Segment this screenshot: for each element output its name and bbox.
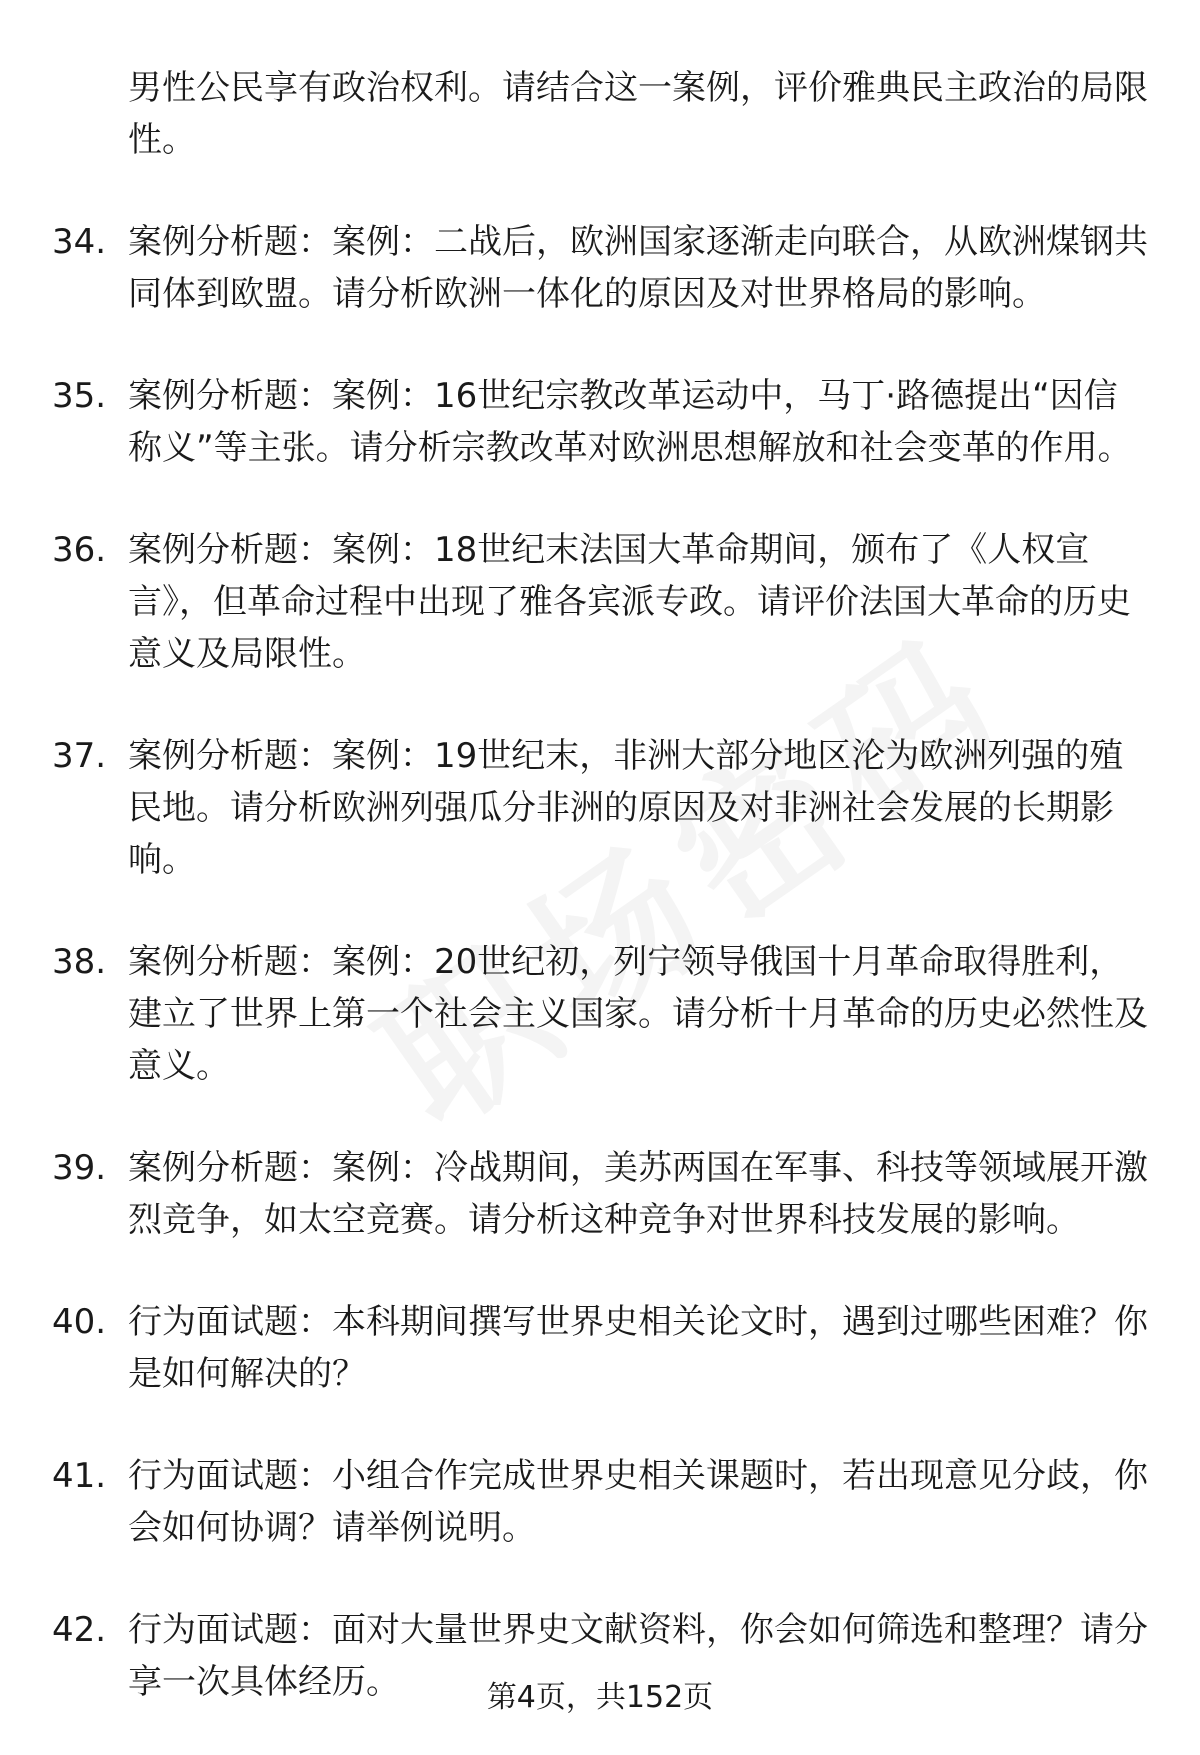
question-item bbox=[0, 730, 1200, 886]
question-number: 36. bbox=[52, 530, 107, 570]
question-number: 40. bbox=[52, 1302, 107, 1342]
question-text: 案例分析题：案例：18世纪末法国大革命期间，颁布了《人权宣言》，但革命过程中出现了雅各宾派专政。请评价法国大革命的历史意义及局限性。 bbox=[128, 530, 1131, 674]
question-text: 案例分析题：案例：冷战期间，美苏两国在军事、科技等领域展开激烈竞争，如太空竞赛。请分析这种竞争对世界科技发展的影响。 bbox=[128, 1148, 1148, 1240]
question-number: 34. bbox=[52, 222, 107, 262]
question-text: 行为面试题：小组合作完成世界史相关课题时，若出现意见分歧，你会如何协调？请举例说明。 bbox=[128, 1456, 1148, 1548]
question-text: 案例分析题：案例：20世纪初，列宁领导俄国十月革命取得胜利，建立了世界上第一个社会主义国家。请分析十月革命的历史必然性及意义。 bbox=[128, 942, 1148, 1086]
question-item bbox=[0, 370, 1200, 474]
question-number: 41. bbox=[52, 1456, 107, 1496]
question-item bbox=[0, 1142, 1200, 1246]
question-number: 39. bbox=[52, 1148, 107, 1188]
question-text: 行为面试题：本科期间撰写世界史相关论文时，遇到过哪些困难？你是如何解决的？ bbox=[128, 1302, 1148, 1394]
question-number: 42. bbox=[52, 1610, 107, 1650]
page-footer: 第4页，共152页 bbox=[486, 1680, 714, 1715]
question-text: 行为面试题：面对大量世界史文献资料，你会如何筛选和整理？请分享一次具体经历。 bbox=[128, 1610, 1148, 1702]
continuation-text: 男性公民享有政治权利。请结合这一案例，评价雅典民主政治的局限性。 bbox=[128, 68, 1148, 160]
question-item bbox=[0, 216, 1200, 320]
question-number: 35. bbox=[52, 376, 107, 416]
question-number: 37. bbox=[52, 736, 107, 776]
question-item bbox=[0, 524, 1200, 680]
question-list bbox=[0, 62, 1200, 1708]
question-text: 案例分析题：案例：16世纪宗教改革运动中，马丁·路德提出“因信称义”等主张。请分析宗教改革对欧洲思想解放和社会变革的作用。 bbox=[128, 376, 1132, 468]
question-item bbox=[0, 1296, 1200, 1400]
question-item bbox=[0, 1450, 1200, 1554]
question-text: 案例分析题：案例：19世纪末，非洲大部分地区沦为欧洲列强的殖民地。请分析欧洲列强瓜分非洲的原因及对非洲社会发展的长期影响。 bbox=[128, 736, 1124, 880]
question-item bbox=[0, 936, 1200, 1092]
question-number: 38. bbox=[52, 942, 107, 982]
question-text: 案例分析题：案例：二战后，欧洲国家逐渐走向联合，从欧洲煤钢共同体到欧盟。请分析欧洲一体化的原因及对世界格局的影响。 bbox=[128, 222, 1148, 314]
